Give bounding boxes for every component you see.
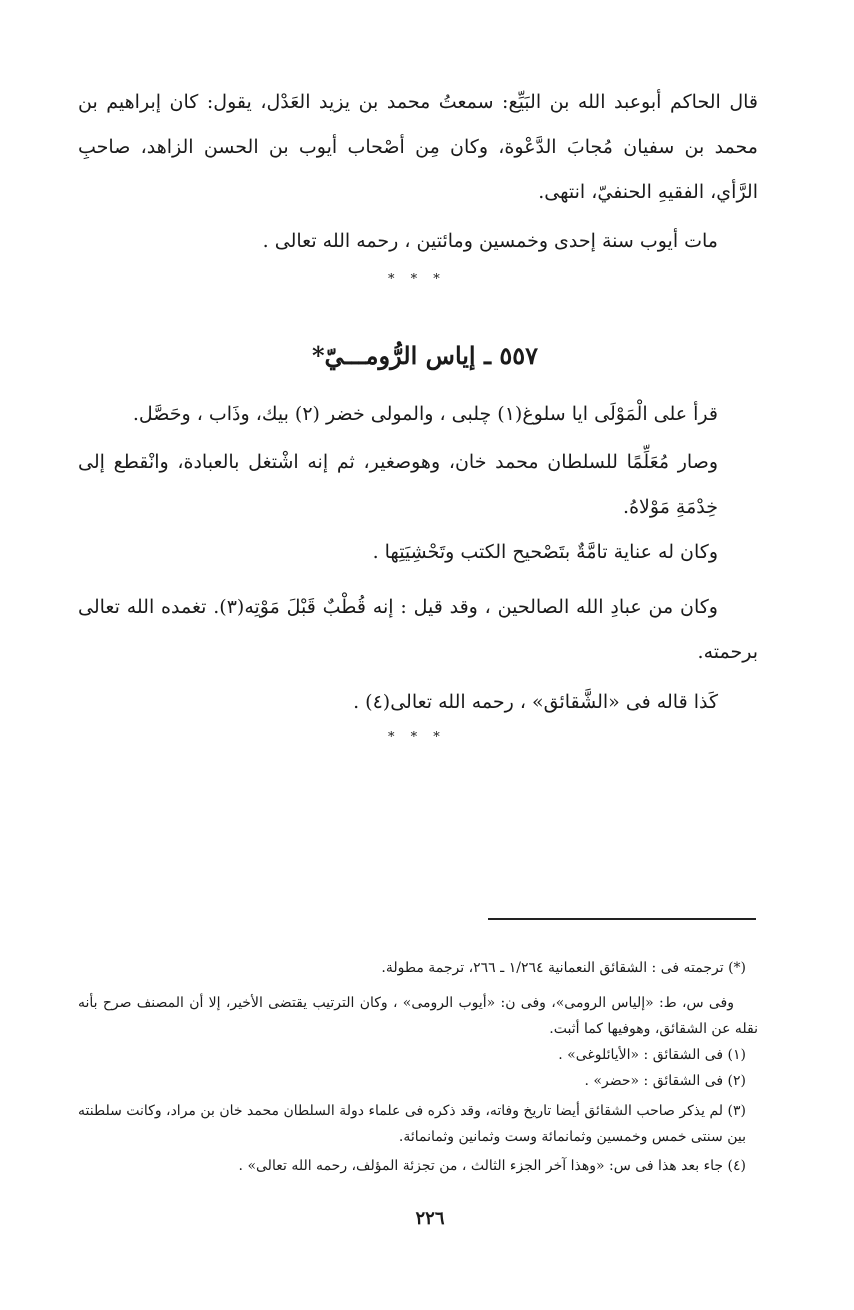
intro-paragraph: قال الحاكم أبوعبد الله بن البَيِّع: سمعتُ محمد بن يزيد العَدْل، يقول: كان إبراهيم بن محمد بن سفيان مُجابَ الدَّعْوة، وكان مِن أصْحاب أيوب بن الحسن الزاهد، صاحبِ الرَّأي، الفقيهِ الحنفيّ، انتهى. bbox=[78, 91, 758, 203]
saint-paragraph: وكان من عبادِ الله الصالحين ، وقد قيل : إنه قُطْبٌ قَبْلَ مَوْتِه(٣). تغمده الله تعالى برحمته. bbox=[78, 596, 758, 663]
footnote-4: (٤) جاء بعد هذا فى س: «وهذا آخر الجزء الثالث ، من تجزئة المؤلف، رحمه الله تعالى» . bbox=[238, 1158, 746, 1174]
footnote-2: (٢) فى الشقائق : «حضر» . bbox=[584, 1073, 746, 1089]
entry-heading: ٥٥٧ ـ إياس الرُّومـــيّ* bbox=[311, 341, 539, 370]
footnote-star-continued: وفى س، ط: «إلياس الرومى»، وفى ن: «أيوب الرومى» ، وكان الترتيب يقتضى الأخير، إلا أن المصنف صرح بأنه نقله عن الشقائق، وهوفيها كما أثبت. bbox=[78, 995, 758, 1037]
editing-paragraph: وكان له عناية تامَّةٌ بتَصْحيح الكتب وتَحْشِيَتِها . bbox=[372, 541, 718, 563]
footnote-1: (١) فى الشقائق : «الأيائلوغى» . bbox=[558, 1047, 746, 1063]
page-number: ٢٢٦ bbox=[415, 1208, 445, 1229]
footnote-divider bbox=[488, 918, 756, 920]
studies-paragraph: قرأ على الْمَوْلَى ايا سلوغ(١) چلبى ، والمولى خضر (٢) بيك، وذَاب ، وحَصَّل. bbox=[132, 403, 718, 425]
footnote-star: (*) ترجمته فى : الشقائق النعمانية ١/٢٦٤ ـ ٢٦٦، ترجمة مطولة. bbox=[381, 960, 746, 976]
death-paragraph: مات أيوب سنة إحدى وخمسين ومائتين ، رحمه الله تعالى . bbox=[262, 230, 718, 252]
section-separator: * * * bbox=[388, 272, 446, 287]
source-paragraph: كَذا قاله فى «الشَّقائق» ، رحمه الله تعالى(٤) . bbox=[353, 691, 718, 713]
teacher-paragraph: وصار مُعَلِّمًا للسلطان محمد خان، وهوصغير، ثم إنه اشْتغل بالعبادة، وانْقطع إلى خِدْمَةِ مَوْلاهُ. bbox=[78, 451, 719, 518]
footnote-3: (٣) لم يذكر صاحب الشقائق أيضا تاريخ وفاته، وقد ذكره فى علماء دولة السلطان محمد خان بن مراد، وكانت سلطنته بين سنتى خمس وخمسين وثمانمائة وست وثمانين وثمانمائة. bbox=[78, 1103, 746, 1145]
section-separator-end: * * * bbox=[388, 730, 446, 745]
